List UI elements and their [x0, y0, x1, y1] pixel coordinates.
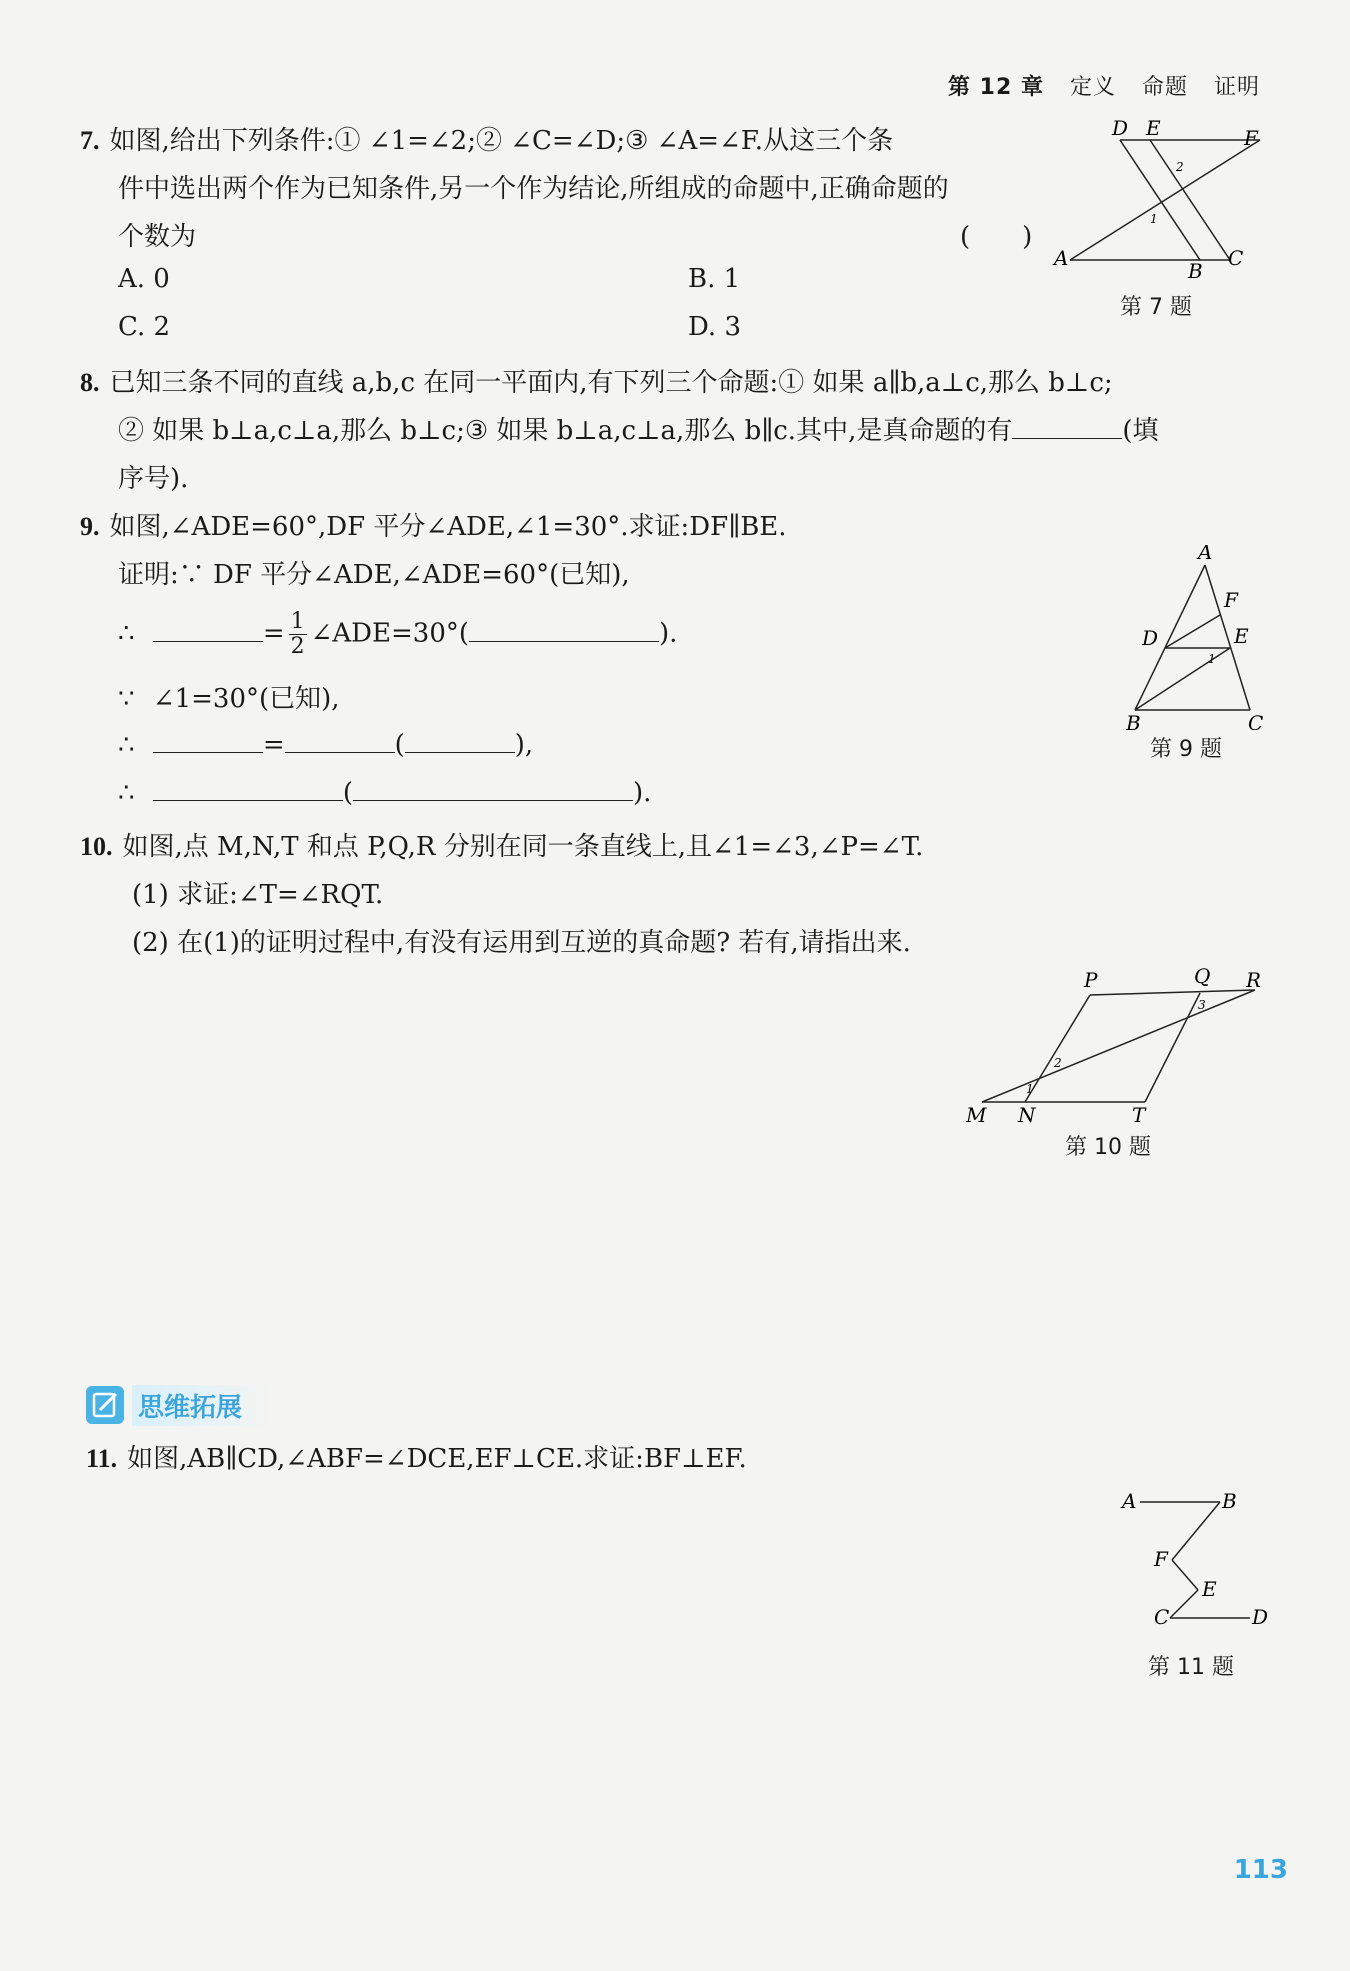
q7-answer-paren: ( ): [960, 222, 1033, 252]
svg-text:T: T: [1132, 1103, 1146, 1125]
section-header: [86, 1385, 272, 1425]
q10-sub1: (1) 求证:∠T=∠RQT.: [132, 880, 384, 910]
svg-text:E: E: [1202, 1577, 1217, 1601]
svg-text:C: C: [1248, 711, 1264, 730]
q10-line1: 10. 如图,点 M,N,T 和点 P,Q,R 分别在同一条直线上,且∠1=∠3,∠P=∠T.: [80, 832, 924, 862]
page-number: 113: [1233, 1855, 1288, 1885]
svg-text:2: 2: [1176, 160, 1184, 174]
q9-proof-line1: 证明:∵ DF 平分∠ADE,∠ADE=60°(已知),: [118, 560, 630, 590]
q7-caption: 第 7 题: [1120, 295, 1192, 320]
q7-line2: 件中选出两个作为已知条件,另一个作为结论,所组成的命题中,正确命题的: [118, 174, 949, 204]
q7-option-c: C. 2: [118, 312, 171, 342]
svg-text:F: F: [1154, 1547, 1168, 1571]
q10-caption: 第 10 题: [1065, 1135, 1151, 1160]
svg-text:C: C: [1154, 1605, 1170, 1629]
q7-line3: 个数为: [118, 222, 197, 252]
svg-text:2: 2: [1054, 1056, 1062, 1070]
q10-figure: [960, 965, 1280, 1125]
q9-blank-7[interactable]: [353, 776, 633, 801]
svg-text:B: B: [1126, 711, 1141, 730]
svg-text:1: 1: [1208, 652, 1216, 666]
q11-line1: 11. 如图,AB∥CD,∠ABF=∠DCE,EF⊥CE.求证:BF⊥EF.: [86, 1444, 747, 1474]
q10-number: 10.: [80, 832, 113, 861]
q7-line1: 7. 如图,给出下列条件:① ∠1=∠2;② ∠C=∠D;③ ∠A=∠F.从这三个条: [80, 126, 894, 156]
q9-number: 9.: [80, 512, 100, 541]
q9-proof-line4: ∴ = ( ),: [118, 730, 534, 760]
q9-figure: [1110, 545, 1280, 730]
q9-blank-5[interactable]: [405, 728, 515, 753]
q9-blank-4[interactable]: [285, 728, 395, 753]
q9-caption: 第 9 题: [1150, 737, 1222, 762]
svg-text:1: 1: [1026, 1082, 1034, 1096]
svg-text:F: F: [1244, 126, 1258, 150]
chapter-number: 第 12 章: [948, 75, 1044, 100]
svg-text:E: E: [1146, 116, 1161, 140]
q7-figure: [1050, 115, 1270, 295]
header-title-2: 命题: [1141, 75, 1188, 100]
q8-answer-blank[interactable]: [1012, 414, 1122, 439]
q9-blank-3[interactable]: [153, 728, 263, 753]
q9-line1: 9. 如图,∠ADE=60°,DF 平分∠ADE,∠1=30°.求证:DF∥BE.: [80, 512, 787, 542]
svg-text:3: 3: [1198, 998, 1206, 1012]
svg-text:P: P: [1084, 968, 1098, 992]
q7-option-d: D. 3: [688, 312, 741, 342]
svg-text:M: M: [966, 1103, 987, 1125]
q9-blank-1[interactable]: [153, 617, 263, 642]
q10-sub2: (2) 在(1)的证明过程中,有没有运用到互逆的真命题? 若有,请指出来.: [132, 928, 911, 958]
q11-figure: [1110, 1478, 1280, 1648]
svg-text:D: D: [1112, 116, 1129, 140]
header-title-1: 定义: [1069, 75, 1116, 100]
header-title-3: 证明: [1213, 75, 1260, 100]
svg-text:R: R: [1246, 968, 1262, 992]
svg-text:A: A: [1122, 1489, 1137, 1513]
q9-proof-line5: ∴ ( ).: [118, 778, 652, 808]
svg-text:D: D: [1142, 626, 1159, 650]
q11-number: 11.: [86, 1444, 118, 1473]
q9-proof-line2: ∴ = $\frac{1}{2}$ ∠ADE=30°( ).: [118, 609, 678, 659]
svg-text:N: N: [1018, 1103, 1036, 1125]
svg-text:B: B: [1188, 259, 1203, 283]
q7-option-b: B. 1: [688, 264, 741, 294]
svg-text:A: A: [1054, 246, 1069, 270]
q8-line2: ② 如果 b⊥a,c⊥a,那么 b⊥c;③ 如果 b⊥a,c⊥a,那么 b∥c.其中,是真命题的有 (填: [118, 416, 1159, 446]
svg-text:E: E: [1234, 624, 1249, 648]
q8-number: 8.: [80, 368, 100, 397]
q7-option-a: A. 0: [118, 264, 170, 294]
svg-text:A: A: [1198, 545, 1213, 564]
svg-text:B: B: [1222, 1489, 1237, 1513]
chapter-header: [930, 70, 1260, 101]
q8-line1: 8. 已知三条不同的直线 a,b,c 在同一平面内,有下列三个命题:① 如果 a∥b,a⊥c,那么 b⊥c;: [80, 368, 1113, 398]
q9-blank-6[interactable]: [153, 776, 343, 801]
svg-text:D: D: [1252, 1605, 1269, 1629]
q9-fraction: $\frac{1}{2}$: [290, 609, 305, 659]
q11-caption: 第 11 题: [1148, 1655, 1234, 1680]
svg-text:C: C: [1228, 246, 1244, 270]
q7-number: 7.: [80, 126, 100, 155]
svg-text:Q: Q: [1194, 965, 1211, 988]
q8-line3: 序号).: [118, 464, 189, 494]
q9-proof-line3: ∵ ∠1=30°(已知),: [118, 684, 340, 714]
section-title: 思维拓展: [132, 1385, 272, 1426]
svg-text:1: 1: [1150, 212, 1158, 226]
pencil-book-icon: [86, 1386, 124, 1424]
svg-text:F: F: [1224, 588, 1238, 612]
q9-blank-2[interactable]: [469, 617, 659, 642]
